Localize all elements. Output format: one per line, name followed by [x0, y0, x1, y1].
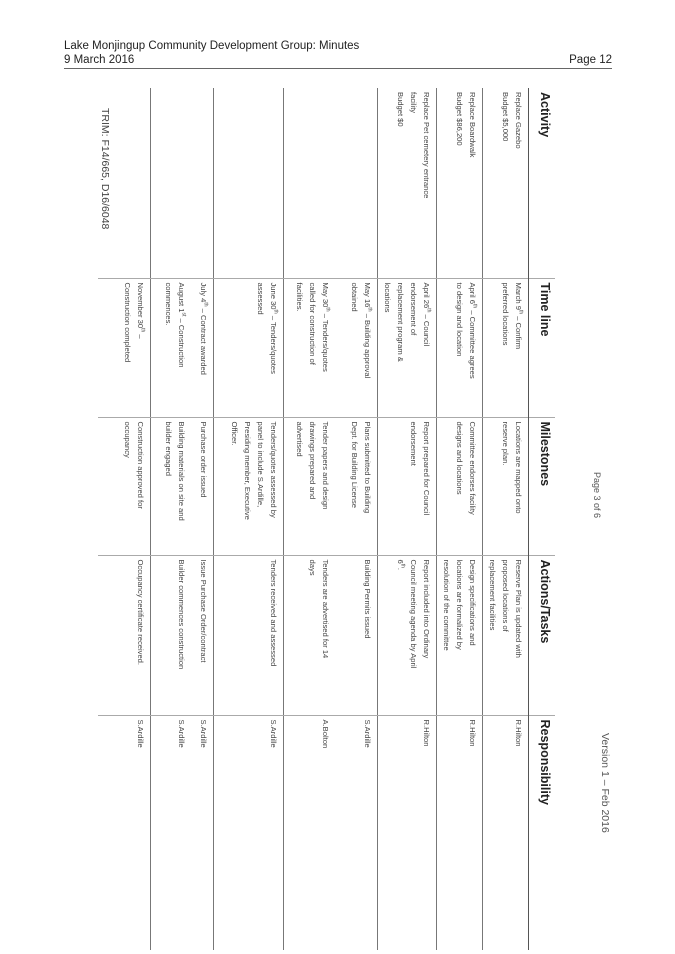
milestone-line: occupancy — [123, 421, 132, 458]
milestone-line: endorsement — [409, 421, 418, 466]
milestone-line: builder engaged — [164, 421, 174, 476]
milestone-line: reserve plan. — [501, 421, 510, 466]
responsibility-cell: A.Bolton — [284, 715, 336, 950]
timeline-text: April 6 — [468, 282, 477, 305]
milestone-line: Locations are mapped onto — [514, 421, 523, 514]
activity-line: Replace Gazebo — [514, 92, 523, 149]
milestone-line: Plans submitted to Building — [363, 421, 372, 514]
action-cell — [378, 555, 437, 715]
activity-line: Budget $5,000 — [501, 92, 510, 142]
milestone-cell — [483, 417, 529, 555]
action-line: Occupancy certificate received. — [136, 559, 145, 666]
action-line: proposed locations of — [501, 559, 510, 632]
version-label: Version 1 – Feb 2016 — [599, 733, 611, 833]
action-cell — [437, 555, 483, 715]
timeline-text: – Construction — [177, 316, 187, 368]
timeline-text: Construction completed — [123, 282, 132, 363]
timeline-cell — [99, 278, 151, 417]
timeline-text: to design and location — [455, 282, 464, 357]
ordinal-suffix: th — [425, 308, 432, 313]
milestone-line: Construction approved for — [136, 421, 145, 509]
milestone-cell — [151, 417, 192, 555]
minutes-title: Lake Monjingup Community Development Group: Minutes — [64, 40, 360, 52]
column-header: Activity — [529, 88, 556, 278]
activity-cell — [437, 88, 483, 278]
timeline-text: – — [136, 332, 145, 339]
activity-table — [99, 88, 556, 950]
responsibility-cell: S.Ardille — [336, 715, 378, 950]
timeline-text: called for construction of — [308, 282, 318, 365]
table-header-row — [529, 88, 556, 950]
action-cell — [214, 555, 284, 715]
ordinal-suffix: th — [471, 304, 478, 309]
activity-cell — [336, 88, 378, 278]
action-cell — [483, 555, 529, 715]
column-header: Milestones — [529, 417, 556, 555]
action-cell — [336, 555, 378, 715]
activity-line: Replace Pet cemetery entrance — [422, 92, 431, 199]
table-row — [192, 88, 214, 950]
action-line: replacement facilities — [488, 559, 497, 631]
activity-line: Budget $86,200 — [455, 92, 464, 146]
timeline-text: – Tenders/quotes — [269, 313, 278, 374]
milestone-line: Report prepared for Council — [422, 421, 431, 516]
responsibility-cell: S.Ardille — [99, 715, 151, 950]
timeline-text: August 1 — [177, 282, 187, 313]
responsibility-cell: R.Hilton — [378, 715, 437, 950]
timeline-text: preferred locations — [501, 282, 510, 346]
timeline-text: facilities. — [295, 282, 305, 312]
timeline-text: – Committee agrees — [468, 308, 477, 379]
timeline-text: obtained — [350, 282, 359, 312]
responsibility-cell: S.Ardille — [192, 715, 214, 950]
table-row — [284, 88, 336, 950]
action-line: locations are formalized by — [455, 559, 464, 650]
timeline-text: locations — [383, 282, 392, 313]
timeline-text: – Council — [422, 312, 431, 347]
action-line: Builder commences construction — [177, 559, 187, 670]
activity-cell — [192, 88, 214, 278]
activity-cell — [214, 88, 284, 278]
page-number: Page 3 of 6 — [592, 472, 602, 519]
ordinal-suffix: th — [399, 563, 406, 568]
ordinal-suffix: th — [202, 302, 209, 307]
action-line: Council meeting agenda by April — [409, 559, 418, 669]
table-row — [151, 88, 192, 950]
milestone-line: advertised — [295, 421, 305, 457]
timeline-text: – Confirm — [514, 314, 523, 350]
minutes-subheader — [64, 54, 612, 66]
milestone-line: Presiding member, Executive — [243, 421, 252, 520]
milestone-line: Building materials on site and — [177, 421, 187, 521]
action-line: days — [308, 559, 318, 576]
column-header: Time line — [529, 278, 556, 417]
timeline-cell — [284, 278, 336, 417]
table-row — [437, 88, 483, 950]
timeline-cell — [336, 278, 378, 417]
table-row — [483, 88, 529, 950]
timeline-cell — [378, 278, 437, 417]
timeline-text: July 4 — [199, 282, 208, 303]
timeline-text: May 16 — [363, 282, 372, 308]
milestone-cell — [437, 417, 483, 555]
action-line: Design specifications and — [468, 559, 477, 646]
activity-line: Replace Boardwalk — [468, 92, 477, 158]
action-line: Tenders are advertised for 14 — [321, 559, 331, 659]
milestone-cell — [192, 417, 214, 555]
ordinal-suffix: th — [272, 309, 279, 314]
milestone-line: Dept. for Building License — [350, 421, 359, 509]
timeline-text: – Tenders/quotes — [321, 311, 331, 372]
activity-cell — [378, 88, 437, 278]
ordinal-suffix: th — [139, 328, 146, 333]
ordinal-suffix: th — [517, 309, 524, 315]
timeline-text: June 30 — [269, 282, 278, 310]
ordinal-suffix: th — [366, 307, 373, 312]
rotated-document-page — [99, 92, 611, 948]
column-header: Actions/Tasks — [529, 555, 556, 715]
responsibility-cell: S.Ardille — [151, 715, 192, 950]
milestone-line: Tender papers and design — [321, 421, 331, 510]
milestone-line: drawings prepared and — [308, 421, 318, 500]
action-line: Tenders received and assessed — [269, 559, 278, 667]
action-text: 6 — [396, 559, 405, 564]
timeline-text: commences. — [164, 282, 174, 326]
timeline-text: November 30 — [136, 282, 145, 329]
milestone-cell — [99, 417, 151, 555]
timeline-cell — [192, 278, 214, 417]
responsibility-cell: S.Ardille — [214, 715, 284, 950]
table-row — [214, 88, 284, 950]
timeline-cell — [437, 278, 483, 417]
minutes-page: Page 12 — [569, 54, 612, 66]
action-line: resolution of the committee — [442, 559, 451, 651]
timeline-text: April 26 — [422, 282, 431, 309]
timeline-text: endorsement of — [409, 282, 418, 336]
action-line: Reserve Plan is updated with — [514, 559, 523, 658]
action-line: Report included into Ordinary — [422, 559, 431, 659]
activity-line: facility — [409, 92, 418, 114]
responsibility-cell: R.Hilton — [483, 715, 529, 950]
milestone-cell — [336, 417, 378, 555]
ordinal-suffix: st — [181, 312, 188, 317]
activity-line: Budget $0 — [396, 92, 405, 127]
timeline-text: assessed — [256, 282, 265, 315]
milestone-cell — [214, 417, 284, 555]
table-row — [336, 88, 378, 950]
responsibility-cell: R.Hilton — [437, 715, 483, 950]
milestone-line: Purchase order issued — [199, 421, 208, 498]
header-divider — [64, 68, 612, 69]
action-cell — [151, 555, 192, 715]
timeline-text: replacement program & — [396, 282, 405, 362]
milestone-line: designs and locations — [455, 421, 464, 495]
action-cell — [192, 555, 214, 715]
timeline-cell — [214, 278, 284, 417]
timeline-cell — [151, 278, 192, 417]
column-header: Responsibility — [529, 715, 556, 950]
timeline-text: May 30 — [321, 282, 331, 308]
timeline-text: – Building approval — [363, 311, 372, 379]
minutes-date: 9 March 2016 — [64, 54, 135, 66]
trim-reference: TRIM: F14/665, D16/6048 — [99, 108, 111, 230]
action-text: . — [396, 567, 405, 571]
milestone-cell — [284, 417, 336, 555]
milestone-line: Officer. — [230, 421, 239, 446]
activity-cell — [483, 88, 529, 278]
action-cell — [99, 555, 151, 715]
action-line: Building Permits issued — [363, 559, 372, 639]
ordinal-suffix: th — [325, 307, 332, 312]
activity-cell — [284, 88, 336, 278]
timeline-text: March 9 — [514, 282, 523, 310]
action-cell — [284, 555, 336, 715]
timeline-cell — [483, 278, 529, 417]
milestone-line: Tenders/quotes assessed by — [269, 421, 278, 518]
timeline-text: – Contract awarded — [199, 306, 208, 375]
table-row — [378, 88, 437, 950]
milestone-line: Committee endorses facility — [468, 421, 477, 515]
activity-cell — [151, 88, 192, 278]
milestone-cell — [378, 417, 437, 555]
milestone-line: panel to include S.Ardille, — [256, 421, 265, 508]
action-line: Issue Purchase Order/contract — [199, 559, 208, 663]
